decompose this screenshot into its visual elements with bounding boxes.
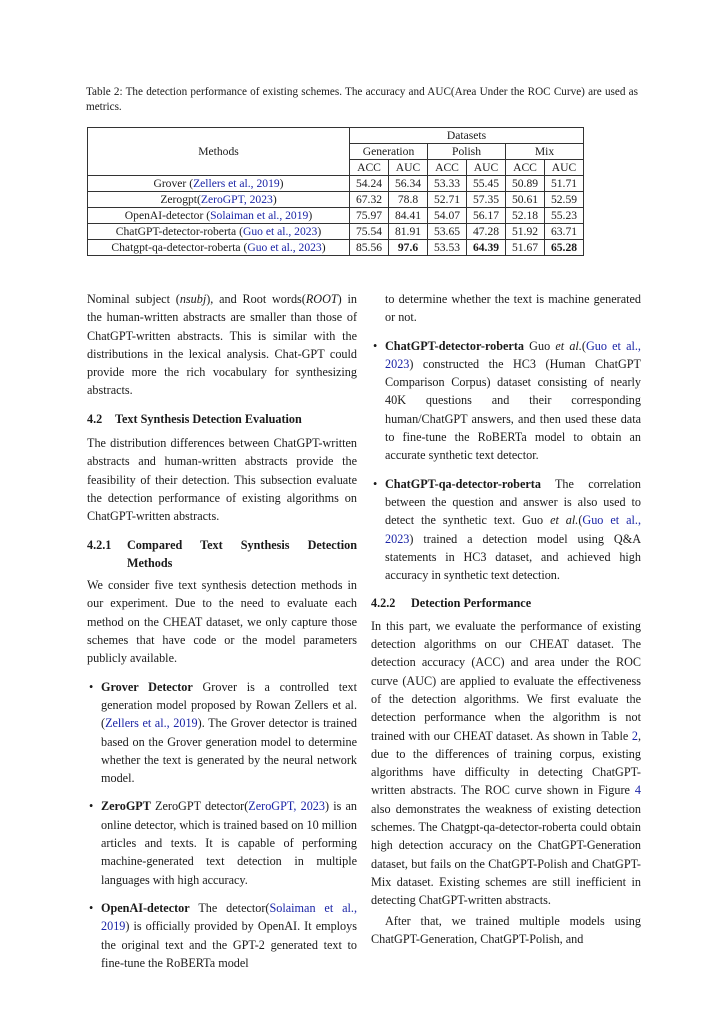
right-column (371, 290, 641, 948)
list-item-continuation: to determine whether the text is machine generated or not. (385, 292, 641, 325)
value-cell: 55.23 (545, 208, 584, 224)
value-cell: 67.32 (350, 192, 389, 208)
paragraph: We consider five text synthesis detection methods in our experiment. Due to the need to evaluate each method on the CHEAT dataset, we only capture those schemes that have code or the model parameters publicly available. (87, 578, 357, 666)
citation-link[interactable]: Solaiman et al., 2019 (101, 900, 357, 934)
value-cell: 75.54 (350, 224, 389, 240)
value-cell: 51.71 (545, 176, 584, 192)
value-cell: 84.41 (389, 208, 428, 224)
list-item: • ChatGPT-detector-roberta Guo et al.(Guo et al., 2023) constructed the HC3 (Human ChatGPT Comparison Corpus) dataset consisting of nearly 40K questions and their corresponding human/ChatGPT answers, and then used these data to fine-tune the RoBERTa model to obtain an accurate synthetic text detector. (371, 337, 641, 465)
value-cell: 50.61 (506, 192, 545, 208)
list-item: • ZeroGPT ZeroGPT detector(ZeroGPT, 2023) is an online detector, which is trained based on 10 million articles and texts. It is capable of performing machine-generated text detection in multiple languages with high accuracy. (87, 797, 357, 888)
header-methods: Methods (88, 128, 350, 176)
method-cell: ChatGPT-detector-roberta (Guo et al., 2023) (88, 224, 350, 240)
header-datasets: Datasets (350, 128, 584, 144)
table-row (88, 240, 584, 256)
value-cell: 81.91 (389, 224, 428, 240)
citation-link[interactable]: Guo et al., 2023 (247, 240, 322, 254)
value-cell: 56.34 (389, 176, 428, 192)
table-row (88, 224, 584, 240)
header-metric: ACC (506, 160, 545, 176)
value-cell: 52.59 (545, 192, 584, 208)
header-metric: ACC (428, 160, 467, 176)
table-row (88, 192, 584, 208)
figure-ref-link[interactable]: 4 (634, 783, 641, 798)
method-cell: Zerogpt(ZeroGPT, 2023) (88, 192, 350, 208)
table-row (88, 176, 584, 192)
header-group-generation: Generation (350, 144, 428, 160)
value-cell: 85.56 (350, 240, 389, 256)
value-cell: 54.24 (350, 176, 389, 192)
paragraph: Nominal subject (nsubj), and Root words(ROOT) in the human-written abstracts are smaller than those of ChatGPT-written abstracts. This is similar with the distributions in the lexical analysis. Chat-GPT could provide more the rich vocabulary for synthesizing abstracts. (87, 292, 357, 398)
citation-link[interactable]: Zellers et al., 2019 (193, 176, 280, 190)
value-cell-best: 97.6 (389, 240, 428, 256)
value-cell: 50.89 (506, 176, 545, 192)
value-cell-best: 64.39 (467, 240, 506, 256)
list-item: • ChatGPT-qa-detector-roberta The correlation between the question and answer is also used to detect the synthetic text. Guo et al.(Guo et al., 2023) trained a detection model using Q&A statements in HC3 dataset, and achieved high accuracy in synthetic text detection. (371, 475, 641, 585)
value-cell: 78.8 (389, 192, 428, 208)
method-cell: OpenAI-detector (Solaiman et al., 2019) (88, 208, 350, 224)
table-row (88, 208, 584, 224)
section-heading-4-2-1: 4.2.1 Compared Text Synthesis Detection Methods (87, 537, 357, 570)
table-ref-link[interactable]: 2 (631, 728, 638, 743)
header-metric: AUC (467, 160, 506, 176)
value-cell: 53.33 (428, 176, 467, 192)
paragraph: After that, we trained multiple models using ChatGPT-Generation, ChatGPT-Polish, and (371, 913, 641, 946)
results-table (87, 127, 584, 256)
citation-link[interactable]: ZeroGPT, 2023 (248, 799, 325, 814)
list-item: • OpenAI-detector The detector(Solaiman et al., 2019) is officially provided by OpenAI. It employs the original text and the GPT-2 generated text to fine-tune the RoBERTa model (87, 899, 357, 972)
value-cell: 53.65 (428, 224, 467, 240)
citation-link[interactable]: Solaiman et al., 2019 (210, 208, 309, 222)
citation-link[interactable]: Guo et al., 2023 (385, 513, 641, 546)
list-item: • Grover Detector Grover is a controlled text generation model proposed by Rowan Zellers et al.(Zellers et al., 2019). The Grover detector is trained based on the Grover generation model to determine whether the text is generated by the neural network model. (87, 678, 357, 788)
value-cell: 47.28 (467, 224, 506, 240)
header-metric: AUC (545, 160, 584, 176)
method-list (87, 678, 357, 972)
header-group-mix: Mix (506, 144, 584, 160)
paragraph: The distribution differences between ChatGPT-written abstracts and human-written abstracts provide the feasibility of their detection. This subsection evaluate the detection performance of existing algorithms on ChatGPT-written abstracts. (87, 436, 357, 524)
value-cell: 63.71 (545, 224, 584, 240)
table-caption: Table 2: The detection performance of existing schemes. The accuracy and AUC(Area Under the ROC Curve) are used as metrics. (86, 86, 638, 113)
section-heading-4-2: 4.2 Text Synthesis Detection Evaluation (87, 411, 302, 426)
value-cell: 54.07 (428, 208, 467, 224)
value-cell: 56.17 (467, 208, 506, 224)
citation-link[interactable]: Guo et al., 2023 (242, 224, 318, 238)
method-list (371, 337, 641, 585)
method-cell: Grover (Zellers et al., 2019) (88, 176, 350, 192)
value-cell: 52.18 (506, 208, 545, 224)
value-cell: 75.97 (350, 208, 389, 224)
value-cell: 55.45 (467, 176, 506, 192)
value-cell: 51.67 (506, 240, 545, 256)
header-group-polish: Polish (428, 144, 506, 160)
header-metric: ACC (350, 160, 389, 176)
value-cell: 53.53 (428, 240, 467, 256)
citation-link[interactable]: Zellers et al., 2019 (105, 716, 198, 731)
header-metric: AUC (389, 160, 428, 176)
left-column (87, 290, 357, 972)
citation-link[interactable]: Guo et al., 2023 (385, 338, 641, 371)
citation-link[interactable]: ZeroGPT, 2023 (200, 192, 273, 206)
value-cell: 52.71 (428, 192, 467, 208)
section-heading-4-2-2: 4.2.2 Detection Performance (371, 596, 532, 611)
value-cell-best: 65.28 (545, 240, 584, 256)
paragraph: In this part, we evaluate the performance of existing detection algorithms on our CHEAT dataset. The detection accuracy (ACC) and area under the ROC curve (AUC) are applied to evaluate the effectiveness of the detection algorithms. We first evaluate the detection performance when the algorithm is not trained with our CHEAT dataset. As shown in Table 2, due to the differences of training corpus, existing algorithms have difficulty in detecting ChatGPT-written abstracts. The ROC curve shown in Figure 4 also demonstrates the weakness of existing detection schemes. The Chatgpt-qa-detector-roberta could obtain high detection accuracy on the ChatGPT-Generation dataset, but fails on the ChatGPT-Polish and ChatGPT-Mix dataset. Existing schemes are still inefficient in detecting ChatGPT-written abstracts. (371, 618, 641, 908)
value-cell: 57.35 (467, 192, 506, 208)
method-cell: Chatgpt-qa-detector-roberta (Guo et al., 2023) (88, 240, 350, 256)
value-cell: 51.92 (506, 224, 545, 240)
